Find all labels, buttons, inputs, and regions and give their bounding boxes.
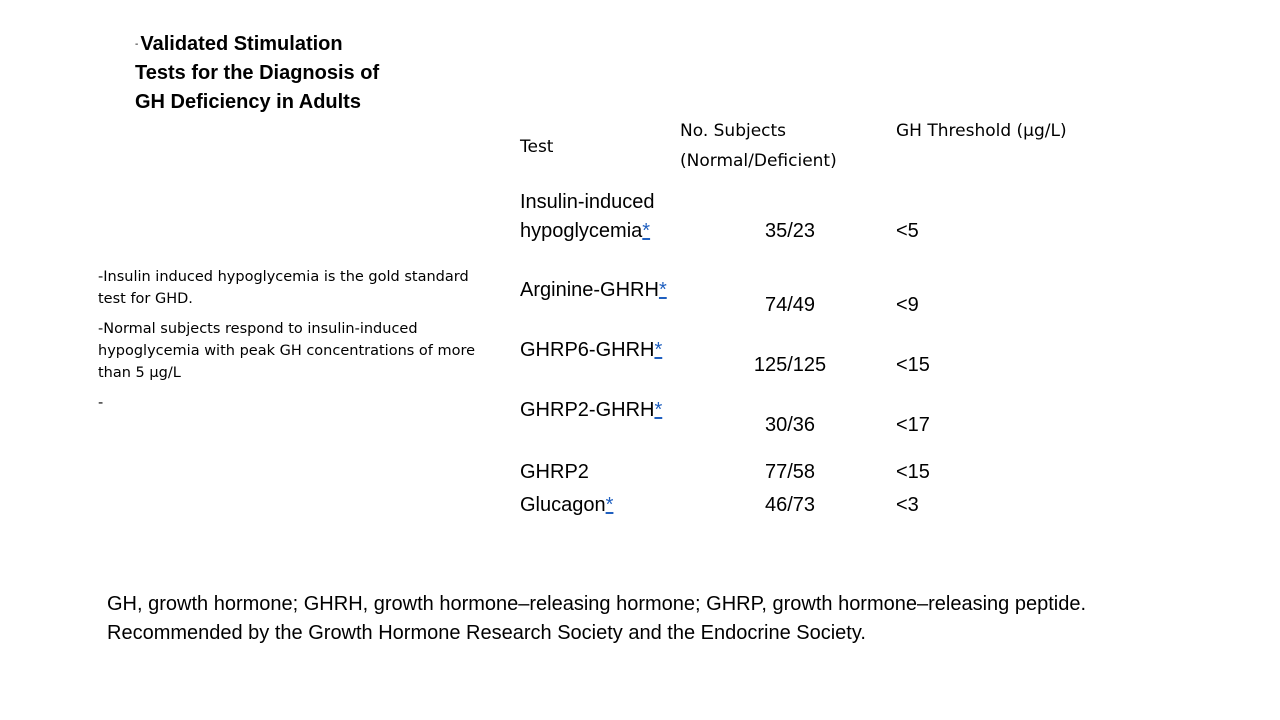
footer-abbreviations: GH, growth hormone; GHRH, growth hormone–releasing hormone; GHRP, growth hormone–releasing peptide. xyxy=(107,593,1087,615)
cell-subjects: 74/49 xyxy=(764,294,816,316)
table-row xyxy=(520,276,1080,336)
table-row xyxy=(520,396,1080,458)
cell-threshold: <15 xyxy=(896,461,930,483)
cell-subjects: 46/73 xyxy=(764,494,816,516)
title-text: Validated Stimulation Tests for the Diagnosis of GH Deficiency in Adults xyxy=(135,33,380,114)
cell-threshold: <17 xyxy=(896,414,930,436)
header-threshold: GH Threshold (μg/L) xyxy=(896,121,1067,141)
footer-recommendation: Recommended by the Growth Hormone Research Society and the Endocrine Society. xyxy=(107,622,866,644)
cell-threshold: <3 xyxy=(896,494,919,516)
cell-subjects: 35/23 xyxy=(764,220,816,242)
cell-test: GHRP2 xyxy=(520,461,589,483)
notes-block xyxy=(98,266,490,422)
title-dash: - xyxy=(135,39,139,51)
table-row xyxy=(520,458,1080,491)
footnote-link[interactable]: * xyxy=(642,220,651,242)
table-header-row xyxy=(520,116,1080,188)
note-gold-standard: -Insulin induced hypoglycemia is the gold standard test for GHD. xyxy=(98,269,469,307)
footnote-link[interactable]: * xyxy=(605,494,614,516)
footnote-link[interactable]: * xyxy=(654,339,663,361)
table-row xyxy=(520,491,1080,524)
cell-threshold: <9 xyxy=(896,294,919,316)
cell-test xyxy=(520,336,670,365)
cell-subjects: 77/58 xyxy=(764,461,816,483)
cell-subjects: 30/36 xyxy=(764,414,816,436)
test-name: Insulin-induced hypoglycemia xyxy=(520,191,655,242)
note-normal-response: -Normal subjects respond to insulin-induced hypoglycemia with peak GH concentrations of more than 5 μg/L xyxy=(98,321,476,381)
test-name: Glucagon xyxy=(520,494,606,516)
note-empty: - xyxy=(98,395,104,411)
cell-test xyxy=(520,276,670,305)
header-subjects: No. Subjects (Normal/Deficient) xyxy=(680,121,837,171)
slide-title xyxy=(135,30,395,117)
test-name: GHRP2-GHRH xyxy=(520,399,655,421)
cell-test xyxy=(520,491,670,520)
cell-test xyxy=(520,188,670,246)
footnote-link[interactable]: * xyxy=(658,279,667,301)
cell-test xyxy=(520,396,670,425)
cell-subjects: 125/125 xyxy=(753,354,827,376)
cell-threshold: <15 xyxy=(896,354,930,376)
footer-notes xyxy=(107,590,1187,648)
footnote-link[interactable]: * xyxy=(654,399,663,421)
table-row xyxy=(520,188,1080,276)
stimulation-tests-table xyxy=(520,116,1080,524)
cell-threshold: <5 xyxy=(896,220,919,242)
test-name: Arginine-GHRH xyxy=(520,279,659,301)
table-row xyxy=(520,336,1080,396)
header-test: Test xyxy=(520,137,554,157)
test-name: GHRP6-GHRH xyxy=(520,339,655,361)
